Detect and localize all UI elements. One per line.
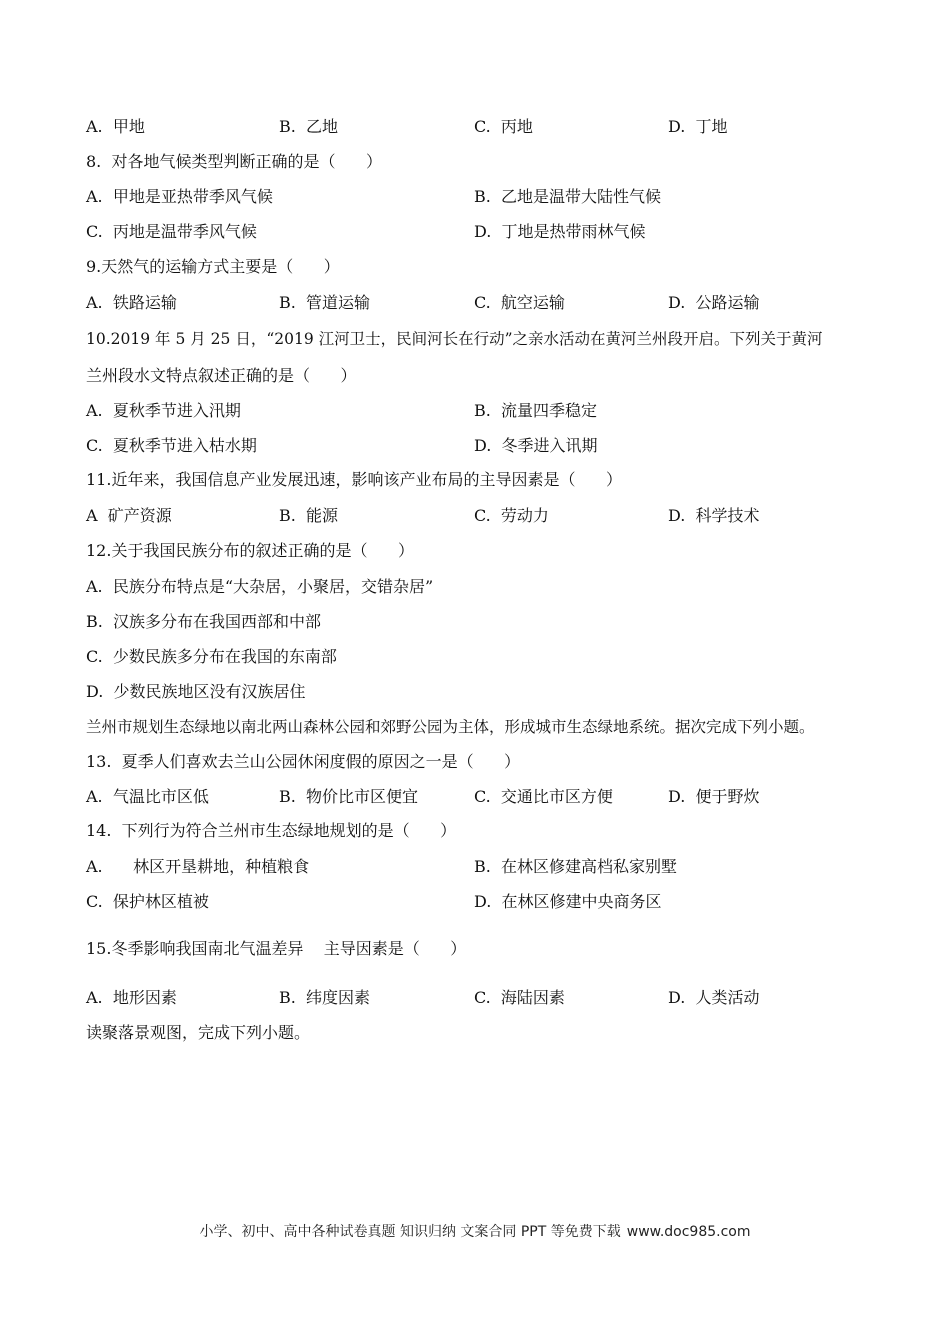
q9-option-c: C. 航空运输 [474, 293, 565, 312]
q15-option-b: B. 纬度因素 [279, 988, 371, 1007]
q8-option-d: D. 丁地是热带雨林气候 [474, 222, 646, 241]
q15-option-d: D. 人类活动 [668, 988, 760, 1007]
q7-option-a: A. 甲地 [86, 117, 145, 136]
q13-option-a: A. 气温比市区低 [86, 787, 209, 806]
q9-option-b: B. 管道运输 [279, 293, 371, 312]
q8-option-a: A. 甲地是亚热带季风气候 [86, 187, 273, 206]
q11-option-d: D. 科学技术 [668, 506, 760, 525]
q7-option-b: B. 乙地 [279, 117, 339, 136]
q9-stem: 9.天然气的运输方式主要是（ ） [86, 257, 340, 276]
passage-intro-16: 读聚落景观图，完成下列小题。 [86, 1023, 311, 1042]
q15-stem: 15.冬季影响我国南北气温差异 主导因素是（ ） [86, 939, 467, 958]
q12-option-a: A. 民族分布特点是“大杂居，小聚居，交错杂居” [86, 577, 434, 596]
q7-option-d: D. 丁地 [668, 117, 728, 136]
q14-option-b: B. 在林区修建高档私家别墅 [474, 857, 678, 876]
q14-option-d: D. 在林区修建中央商务区 [474, 892, 662, 911]
passage-intro-13-14: 兰州市规划生态绿地以南北两山森林公园和郊野公园为主体，形成城市生态绿地系统。据次完成下列小题。 [86, 718, 815, 736]
q12-option-d: D. 少数民族地区没有汉族居住 [86, 682, 306, 701]
page-footer [0, 1221, 950, 1241]
q8-stem: 8. 对各地气候类型判断正确的是（ ） [86, 152, 382, 171]
q14-option-a: A. 林区开垦耕地，种植粮食 [86, 857, 310, 876]
q10-option-b: B. 流量四季稳定 [474, 401, 598, 420]
q12-stem: 12.关于我国民族分布的叙述正确的是（ ） [86, 541, 414, 560]
q9-option-a: A. 铁路运输 [86, 293, 177, 312]
q11-option-a: A 矿产资源 [86, 506, 172, 525]
q10-stem-line1: 10.2019 年 5 月 25 日，“2019 江河卫士，民间河长在行动”之亲水活动在黄河兰州段开启。下列关于黄河 [86, 330, 823, 348]
q10-stem-line2: 兰州段水文特点叙述正确的是（ ） [86, 366, 357, 385]
q7-option-c: C. 丙地 [474, 117, 533, 136]
q10-option-c: C. 夏秋季节进入枯水期 [86, 436, 257, 455]
q14-stem: 14. 下列行为符合兰州市生态绿地规划的是（ ） [86, 821, 457, 840]
q11-option-b: B. 能源 [279, 506, 339, 525]
q10-option-d: D. 冬季进入讯期 [474, 436, 598, 455]
q12-option-c: C. 少数民族多分布在我国的东南部 [86, 647, 337, 666]
q13-option-b: B. 物价比市区便宜 [279, 787, 419, 806]
q11-stem: 11.近年来，我国信息产业发展迅速，影响该产业布局的主导因素是（ ） [86, 470, 622, 489]
q12-option-b: B. 汉族多分布在我国西部和中部 [86, 612, 322, 631]
q8-option-c: C. 丙地是温带季风气候 [86, 222, 257, 241]
q9-option-d: D. 公路运输 [668, 293, 760, 312]
footer-text: 小学、初中、高中各种试卷真题 知识归纳 文案合同 PPT 等免费下载 [199, 1224, 621, 1240]
q11-option-c: C. 劳动力 [474, 506, 549, 525]
q8-option-b: B. 乙地是温带大陆性气候 [474, 187, 662, 206]
q15-option-c: C. 海陆因素 [474, 988, 565, 1007]
q13-stem: 13. 夏季人们喜欢去兰山公园休闲度假的原因之一是（ ） [86, 752, 521, 771]
q15-option-a: A. 地形因素 [86, 988, 177, 1007]
q10-option-a: A. 夏秋季节进入汛期 [86, 401, 241, 420]
q13-option-d: D. 便于野炊 [668, 787, 760, 806]
q14-option-c: C. 保护林区植被 [86, 892, 209, 911]
q13-option-c: C. 交通比市区方便 [474, 787, 613, 806]
footer-url-link[interactable]: www.doc985.com [626, 1224, 751, 1240]
